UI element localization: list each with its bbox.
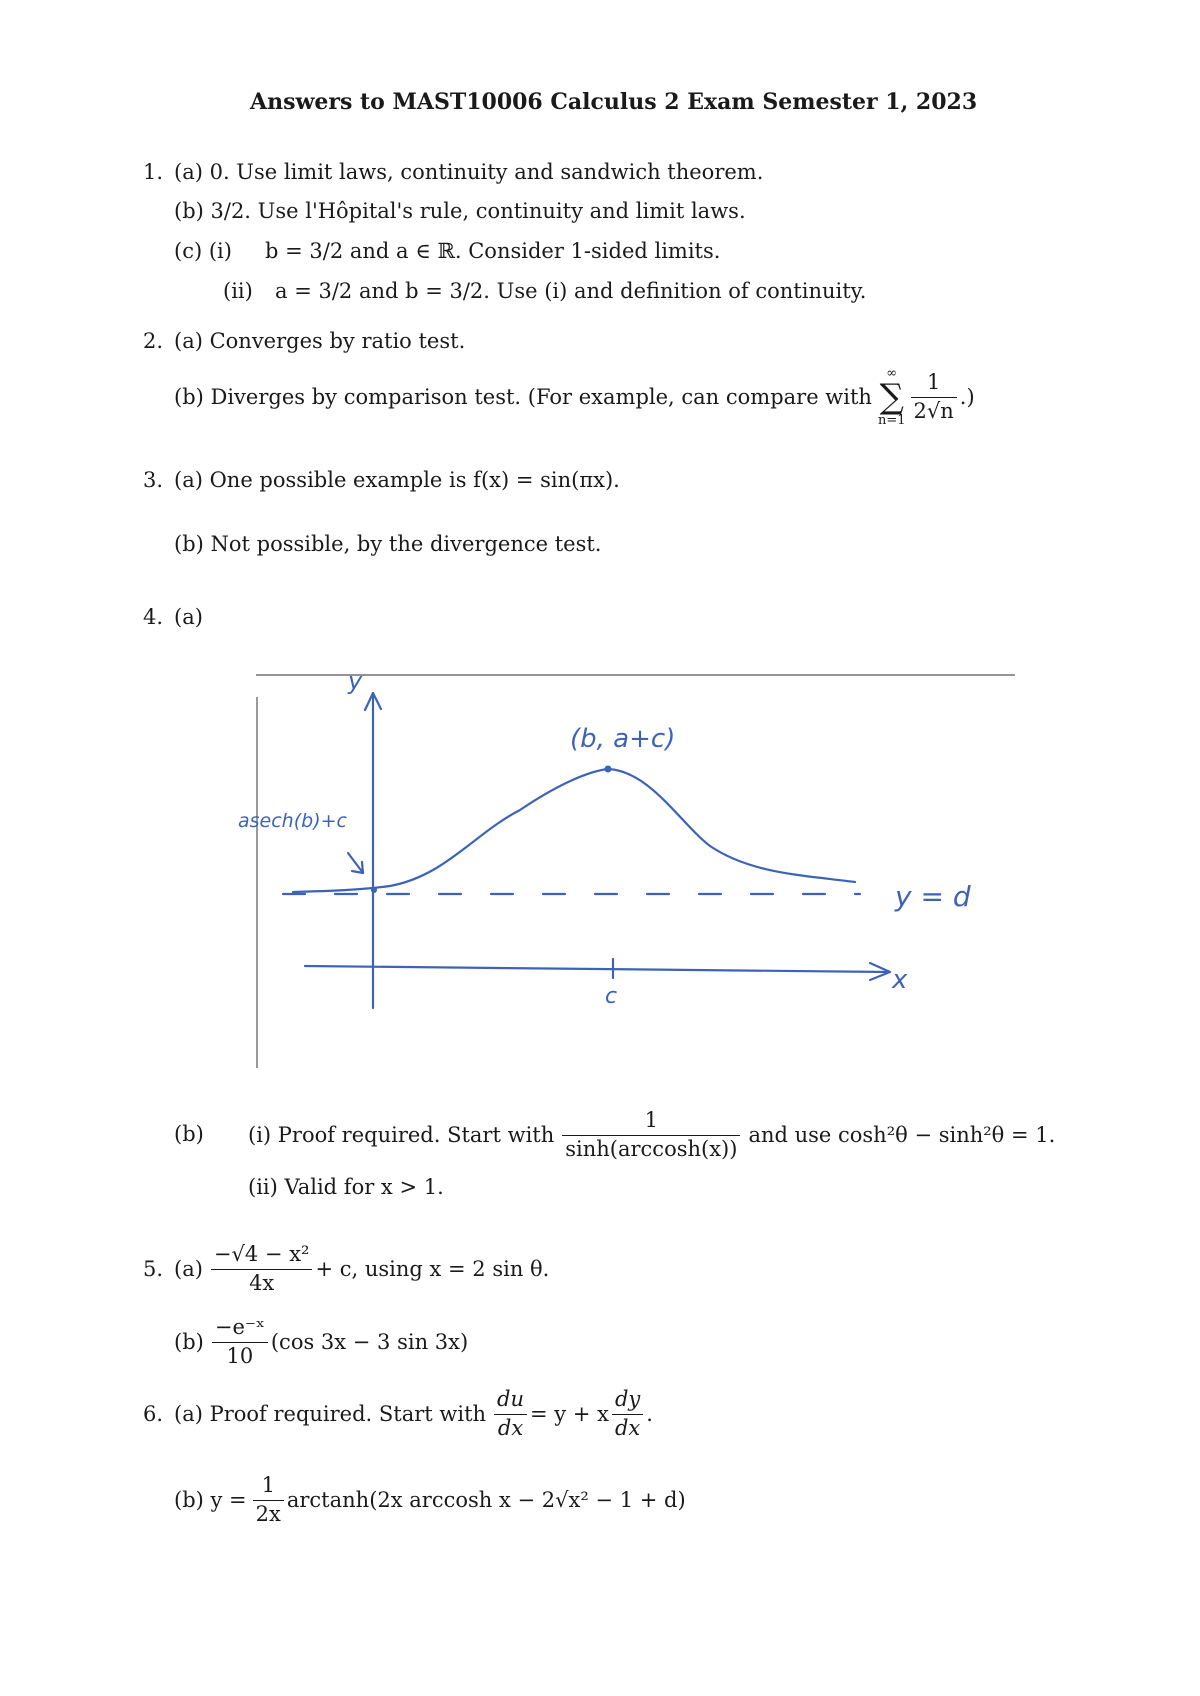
- q2-part-b: [174, 362, 975, 432]
- q1-part-b: (b) 3/2. Use l'Hôpital's rule, continuity and limit laws.: [174, 199, 746, 223]
- intercept-arrow: [348, 853, 363, 873]
- q5-part-a-post: + c, using x = 2 sin θ.: [315, 1256, 550, 1281]
- q4-number: 4.: [143, 605, 164, 629]
- q1-part-c-i: b = 3/2 and a ∈ ℝ. Consider 1-sided limits.: [265, 239, 721, 263]
- q2-part-b-end: .): [959, 384, 975, 409]
- q1-part-c-ii: a = 3/2 and b = 3/2. Use (i) and definition of continuity.: [275, 279, 867, 303]
- q4-part-b-label: (b): [174, 1122, 204, 1146]
- q6-dx-2: dx: [614, 1415, 641, 1440]
- asymptote-label: y = d: [895, 880, 971, 913]
- function-sketch: [230, 663, 1020, 1083]
- q5-a-numerator: −√4 − x²: [211, 1243, 313, 1269]
- q6-dy-dx: [612, 1388, 643, 1439]
- q2-part-b-text: (b) Diverges by comparison test. (For example, can compare with: [174, 384, 872, 409]
- q6-part-b-pre: (b) y =: [174, 1487, 247, 1512]
- q2-fraction-denominator: 2√n: [913, 398, 954, 423]
- q3-number: 3.: [143, 468, 164, 492]
- q4-part-b-ii: (ii) Valid for x > 1.: [248, 1175, 444, 1199]
- q4-part-b-i: [248, 1100, 1055, 1170]
- q2-fraction-numerator: 1: [911, 371, 957, 397]
- q2-number: 2.: [143, 329, 164, 353]
- y-axis-label: y: [348, 667, 363, 695]
- q4-part-a: (a): [174, 605, 203, 629]
- q6-part-b-post: arctanh(2x arccosh x − 2√x² − 1 + d): [286, 1487, 686, 1512]
- q6-dx-1: dx: [497, 1415, 524, 1440]
- q5-part-a-row: [143, 1234, 549, 1304]
- q6-b-numerator: 1: [253, 1474, 284, 1500]
- q1-part-c-label: (c) (i): [174, 239, 232, 263]
- q2-fraction: [911, 371, 957, 422]
- q2-part-a: (a) Converges by ratio test.: [174, 329, 466, 353]
- intercept-label: asech(b)+c: [238, 810, 347, 832]
- q6-part-a-row: [143, 1381, 653, 1447]
- x-axis-label: x: [892, 965, 908, 995]
- q6-number: 6.: [143, 1401, 164, 1426]
- q5-part-b-post: (cos 3x − 3 sin 3x): [270, 1329, 469, 1354]
- intercept-point: [371, 887, 377, 893]
- page-title: Answers to MAST10006 Calculus 2 Exam Semester 1, 2023: [250, 89, 978, 115]
- q3-part-a: (a) One possible example is f(x) = sin(πx).: [174, 468, 620, 492]
- q4-fraction-denominator: sinh(arccosh(x)): [565, 1136, 738, 1161]
- sum-sigma: ∑: [879, 377, 904, 417]
- q5-a-denominator: 4x: [249, 1270, 275, 1295]
- q4-part-b-i-pre: (i) Proof required. Start with: [248, 1122, 555, 1147]
- q5-part-a-label: (a): [174, 1256, 203, 1281]
- q4-fraction-numerator: 1: [562, 1109, 740, 1135]
- sum-upper-limit: ∞: [886, 366, 898, 381]
- q5-a-fraction: [211, 1243, 313, 1294]
- x-axis: [305, 966, 888, 972]
- q6-part-a-pre: (a) Proof required. Start with: [174, 1401, 487, 1426]
- q6-du-dx: [494, 1388, 527, 1439]
- q1-part-c-ii-label: (ii): [223, 279, 253, 303]
- peak-point: [605, 766, 612, 773]
- q5-part-b-label: (b): [174, 1329, 204, 1354]
- q1-part-a: (a) 0. Use limit laws, continuity and sandwich theorem.: [174, 160, 764, 184]
- q5-number: 5.: [143, 1256, 164, 1281]
- q6-part-b-row: [174, 1467, 686, 1533]
- q4-fraction: [562, 1109, 740, 1160]
- sum-lower-limit: n=1: [877, 413, 906, 428]
- q6-part-a-mid: = y + x: [530, 1401, 609, 1426]
- q6-du: du: [494, 1388, 527, 1414]
- q6-dy: dy: [612, 1388, 643, 1414]
- q5-b-fraction: [212, 1316, 268, 1367]
- x-tick-c-label: c: [605, 984, 618, 1009]
- q6-b-denominator: 2x: [255, 1501, 281, 1526]
- q3-part-b: (b) Not possible, by the divergence test.: [174, 532, 602, 556]
- q4-part-b-i-post: and use cosh²θ − sinh²θ = 1.: [748, 1122, 1056, 1147]
- q1-number: 1.: [143, 160, 164, 184]
- q6-b-fraction: [253, 1474, 284, 1525]
- q6-part-a-end: .: [646, 1401, 653, 1426]
- q5-part-b-row: [174, 1309, 468, 1375]
- summation-symbol: [878, 367, 906, 427]
- peak-label: (b, a+c): [570, 724, 676, 754]
- q5-b-denominator: 10: [226, 1343, 254, 1368]
- function-curve: [293, 769, 855, 892]
- q5-b-numerator: −e⁻ˣ: [212, 1316, 268, 1342]
